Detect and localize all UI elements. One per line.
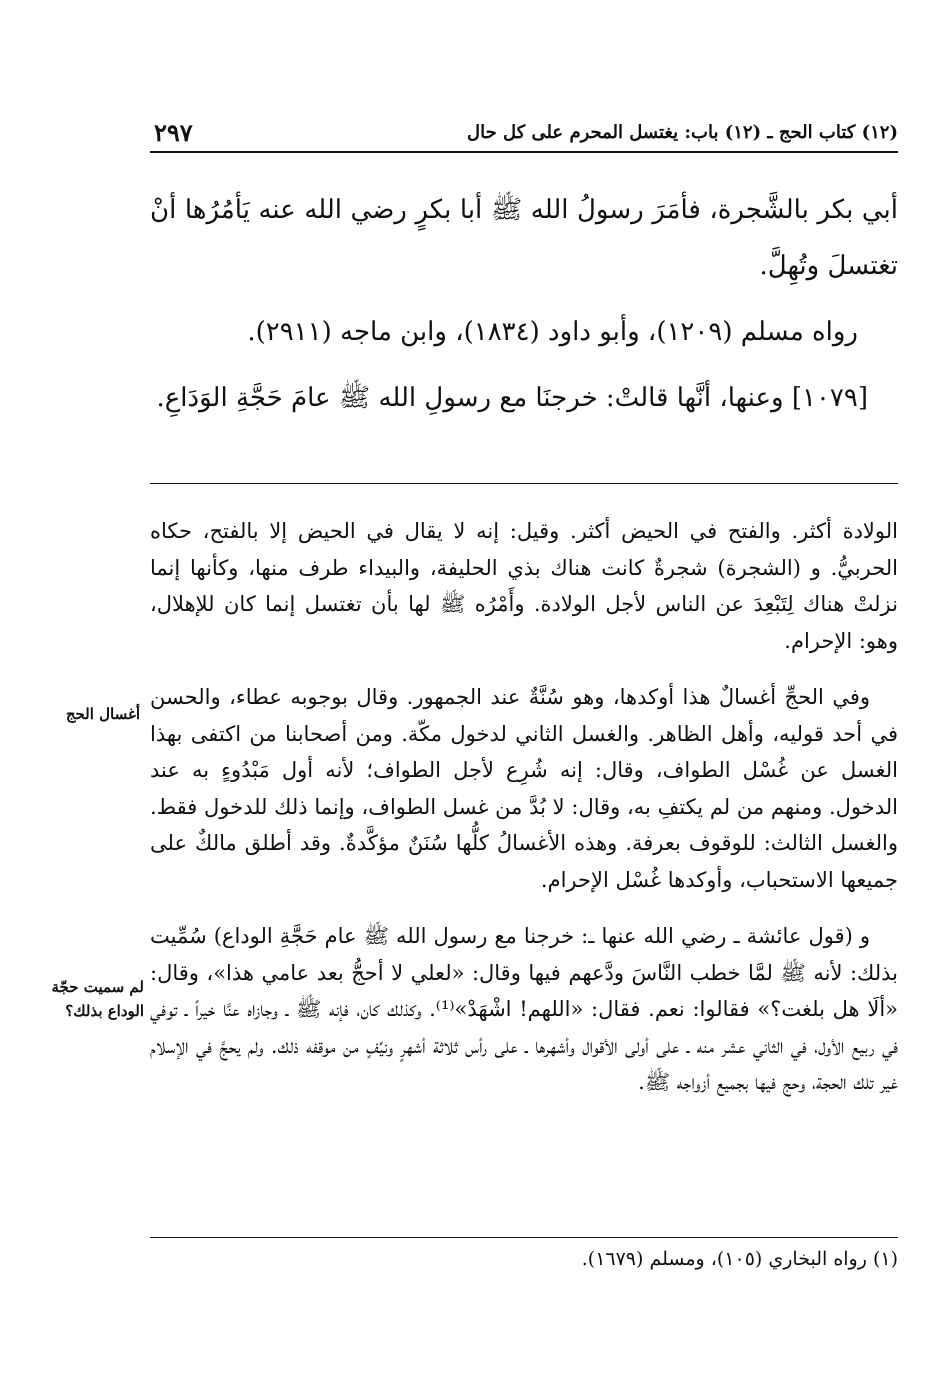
commentary-paragraph: وفي الحجِّ أغسالٌ هذا أوكدها، وهو سُنَّةٌ عند الجمهور. وقال بوجوبه عطاء، والحسن في أحد قوليه، وأهل الظاهر. والغسل الثاني لدخول مكّة. ومن أصحابنا من اكتفى بهذا الغسل عن غُسْل الطواف، وقال: إنه شُرِع لأجل الطواف؛ لأنه أول مَبْدُوءٍ به عند الدخول. ومنهم من لم يكتفِ به، وقال: لا بُدَّ من غسل الطواف، وإنما ذلك للدخول فقط. والغسل الثالث: للوقوف بعرفة. وهذه الأغسالُ كلُّها سُنَنٌ مؤكَّدةٌ. وقد أطلق مالكٌ على جميعها الاستحباب، وأوكدها غُسْل الإحرام.	[150, 685, 898, 892]
page-number: ٢٩٧	[154, 118, 193, 147]
margin-note: لم سميت حجّة الوداع بذلك؟	[51, 978, 144, 1020]
section-divider	[150, 483, 898, 484]
footnote-rule	[150, 1237, 898, 1238]
hadith-paragraph: [١٠٧٩] وعنها، أنَّها قالتْ: خرجنَا مع رسولِ الله ﷺ عامَ حَجَّةِ الوَدَاعِ.	[156, 383, 868, 413]
commentary-text	[150, 513, 898, 1101]
footnote: (١) رواه البخاري (١٠٥)، ومسلم (١٦٧٩).	[581, 1248, 898, 1270]
running-head: (١٢) كتاب الحج ـ (١٢) باب: يغتسل المحرم على كل حال	[467, 122, 898, 143]
hadith-citation: رواه مسلم (١٢٠٩)، وأبو داود (١٨٣٤)، وابن ماجه (٢٩١١).	[247, 317, 858, 347]
page-header	[150, 118, 898, 148]
hadith-paragraph: أبي بكر بالشَّجرة، فأمَرَ رسولُ الله ﷺ أبا بكرٍ رضي الله عنه يَأمُرُها أنْ تغتسلَ وتُهِلَّ.	[150, 195, 898, 281]
header-rule	[150, 151, 898, 153]
hadith-text	[150, 182, 898, 426]
commentary-paragraph: الولادة أكثر. والفتح في الحيض أكثر. وقيل: إنه لا يقال في الحيض إلا بالفتح، حكاه الحربيُّ. و (الشجرة) شجرةٌ كانت هناك بذي الحليفة، والبيداء طرف منها، وكأنها إنما نزلتْ هناك لِتَبْعِدَ عن الناس لأجل الولادة. وأَمْرُه ﷺ لها بأن تغتسل إنما كان للإهلال، وهو: الإحرام.	[150, 519, 898, 653]
commentary-paragraph: و (قول عائشة ـ رضي الله عنها ـ: خرجنا مع رسول الله ﷺ عام حَجَّةِ الوداع) سُمِّيت بذلك: لأنه ﷺ لمَّا خطب النَّاسَ ودَّعهم فيها وقال: «لعلي لا أحجُّ بعد عامي هذا»، وقال: «ألَا هل بلغت؟» فقالوا: نعم. فقال: «اللهم! اشْهَدْ»⁽¹⁾. وكذلك كان، فإنه ﷺ ـ وجازاه عنَّا خيراً ـ توفي في ربيع الأول، في الثاني عشر منه ـ على أولى الأقوال وأشهرها ـ على رأس ثلاثة أشهرٍ ونيِّفٍ من موقفه ذلك. ولم يحجَّ في الإسلام غير تلك الحجة، وحج فيها بجميع أزواجه ﷺ.	[150, 924, 898, 1094]
margin-note: أغسال الحج	[65, 705, 140, 723]
